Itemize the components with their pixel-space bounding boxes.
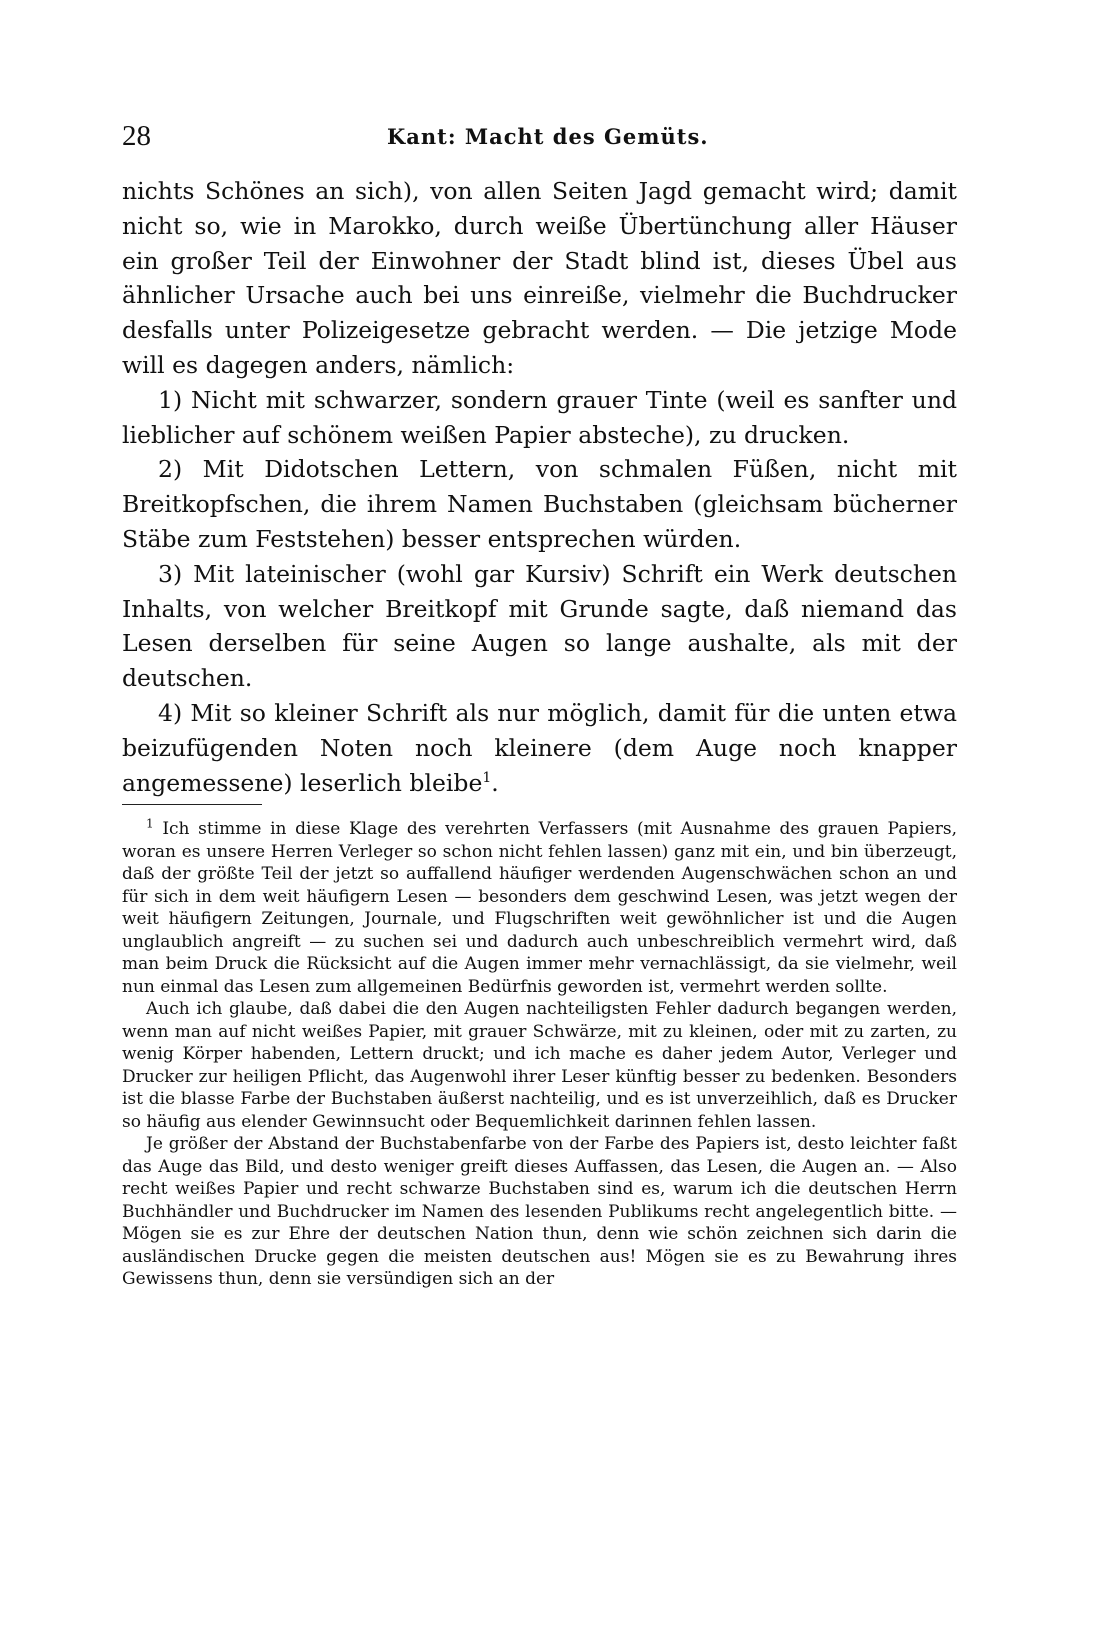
- list-item-4-text: 4) Mit so kleiner Schrift als nur möglich, damit für die unten etwa beizufügenden Noten noch kleinere (dem Auge noch knapper angemessene) leserlich bleibe: [122, 698, 957, 797]
- footnote-1-text: Ich stimme in diese Klage des verehrten Verfassers (mit Ausnahme des grauen Papiers, woran es unsere Herren Verleger so schon nicht fehlen lassen) ganz mit ein, und bin überzeugt, daß der größte Teil der jetzt so auffallend häufiger werdenden Augenschwächen schon an und für sich in dem weit häufigern Lesen — besonders dem geschwind Lesen, was jetzt wegen der weit häufigern Zeitungen, Journale, und Flugschriften weit gewöhnlicher ist und die Augen unglaublich angreift — zu suchen sei und dadurch auch unbeschreiblich vermehrt wird, daß man beim Druck die Rücksicht auf die Augen immer mehr vernachlässigt, da sie vielmehr, weil nun einmal das Lesen zum allgemeinen Bedürfnis geworden ist, vermehrt werden sollte.: [122, 819, 957, 997]
- list-item-4-end: .: [491, 768, 499, 797]
- list-item-1: 1) Nicht mit schwarzer, sondern grauer Tinte (weil es sanfter und lieblicher auf schönem weißen Papier absteche), zu drucken.: [122, 385, 957, 449]
- footnote-marker: 1: [146, 816, 154, 831]
- footnotes: [122, 818, 957, 1291]
- main-text: [122, 174, 957, 800]
- page-number: 28: [122, 120, 151, 152]
- running-title: Kant: Macht des Gemüts.: [387, 124, 709, 149]
- footnote-separator: [122, 804, 262, 805]
- footnote-paragraph-3: Je größer der Abstand der Buchstabenfarbe von der Farbe des Papiers ist, desto leichter faßt das Auge das Bild, und desto weniger greift dieses Auffassen, das Lesen, die Augen an. — Also recht weißes Papier und recht schwarze Buchstaben sind es, warum ich die deutschen Herrn Buchhändler und Buchdrucker im Namen des lesenden Publikums recht angelegentlich bitte. — Mögen sie es zur Ehre der deutschen Nation thun, denn wie schön zeichnen sich darin die ausländischen Drucke gegen die meisten deutschen aus! Mögen sie es zu Bewahrung ihres Gewissens thun, denn sie versündigen sich an der: [122, 1134, 957, 1289]
- paragraph-continuation: nichts Schönes an sich), von allen Seiten Jagd gemacht wird; damit nicht so, wie in Marokko, durch weiße Übertünchung aller Häuser ein großer Teil der Einwohner der Stadt blind ist, dieses Übel aus ähnlicher Ursache auch bei uns einreiße, vielmehr die Buchdrucker desfalls unter Polizeigesetze gebracht werden. — Die jetzige Mode will es dagegen anders, nämlich:: [122, 177, 957, 379]
- footnote-1: [122, 818, 957, 998]
- footnote-reference: 1: [482, 769, 492, 786]
- list-item-4: [122, 696, 957, 800]
- page-header: [122, 118, 957, 158]
- list-item-2: 2) Mit Didotschen Lettern, von schmalen Füßen, nicht mit Breitkopfschen, die ihrem Namen Buchstaben (gleichsam bücherner Stäbe zum Feststehen) besser entsprechen würden.: [122, 455, 957, 553]
- footnote-paragraph-2: Auch ich glaube, daß dabei die den Augen nachteiligsten Fehler dadurch begangen werden, wenn man auf nicht weißes Papier, mit grauer Schwärze, mit zu kleinen, oder mit zu zarten, zu wenig Körper habenden, Lettern druckt; und ich mache es daher jedem Autor, Verleger und Drucker zur heiligen Pflicht, das Augenwohl ihrer Leser künftig besser zu bedenken. Besonders ist die blasse Farbe der Buchstaben äußerst nachteilig, und es ist unverzeihlich, daß es Drucker so häufig aus elender Gewinnsucht oder Bequemlichkeit darinnen fehlen lassen.: [122, 999, 957, 1132]
- list-item-3: 3) Mit lateinischer (wohl gar Kursiv) Schrift ein Werk deutschen Inhalts, von welcher Breitkopf mit Grunde sagte, daß niemand das Lesen derselben für seine Augen so lange aushalte, als mit der deutschen.: [122, 559, 957, 693]
